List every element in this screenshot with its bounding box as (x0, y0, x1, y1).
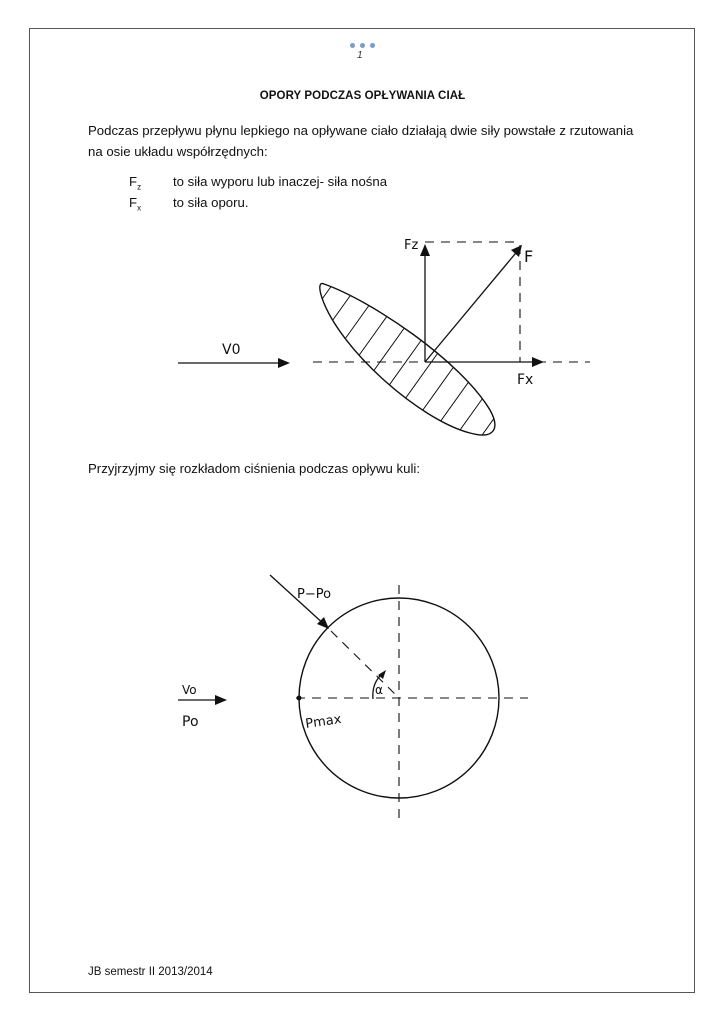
page-footer: JB semestr II 2013/2014 (88, 966, 213, 978)
definition-text: to siła oporu. (173, 195, 249, 210)
page-number: 1 (357, 50, 363, 61)
label-p0: Po (182, 714, 199, 730)
label-pmax: Pmax (304, 712, 343, 732)
definition-symbol: $F_z$ (129, 174, 142, 192)
label-f: F (524, 247, 534, 266)
figure-sphere-diagram (178, 575, 528, 822)
label-v0-sphere: Vo (182, 683, 197, 697)
f-arrow (425, 248, 520, 362)
page-title: OPORY PODCZAS OPŁYWANIA CIAŁ (259, 90, 466, 102)
stagnation-point (297, 696, 302, 701)
label-p-minus-p0: P−Po (297, 587, 332, 602)
intro-paragraph: Podczas przepływu płynu lepkiego na opływane ciało działają dwie siły powstałe z rzutowania na osie układu współrzędnych: (88, 123, 634, 159)
second-paragraph: Przyjrzyjmy się rozkładom ciśnienia podczas opływu kuli: (88, 461, 420, 476)
definition-symbol: $F_x$ (129, 195, 142, 213)
airfoil-body (300, 260, 515, 495)
label-fz: Fz (404, 238, 419, 253)
label-fx: Fx (517, 372, 534, 388)
label-alpha: α (375, 683, 383, 697)
label-v0: V0 (222, 342, 241, 358)
definition-text: to siła wyporu lub inaczej- siła nośna (173, 174, 388, 189)
